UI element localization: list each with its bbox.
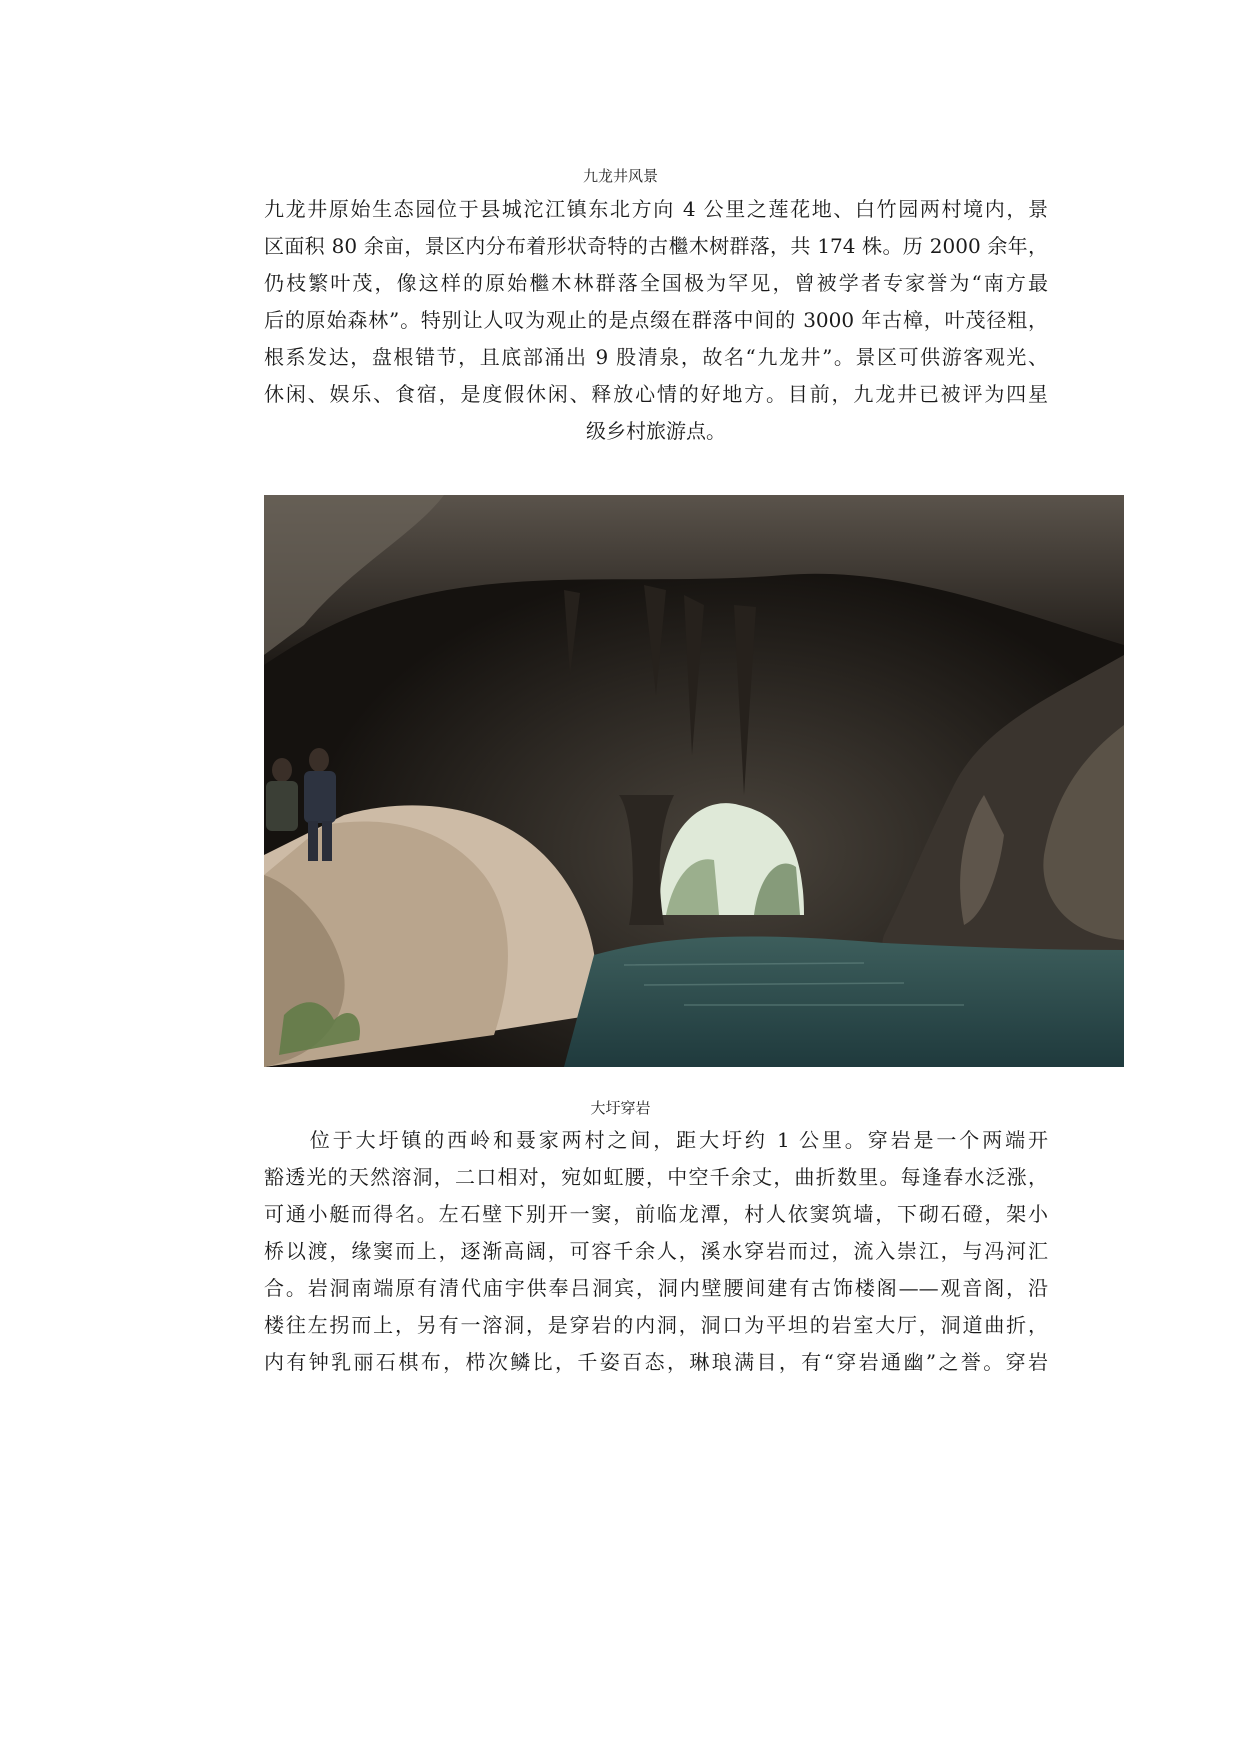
text-line: 九龙井原始生态园位于县城沱江镇东北方向 4 公里之莲花地、白竹园两村境内，景 [264,197,1048,221]
text-line: 位于大圩镇的西岭和聂家两村之间，距大圩约 1 公里。穿岩是一个两端开 [264,1128,1048,1152]
text-line: 级乡村旅游点。 [586,419,726,443]
text-line: 内有钟乳丽石棋布，栉次鳞比，千姿百态，琳琅满目，有“穿岩通幽”之誉。穿岩 [264,1350,1048,1374]
text-line: 根系发达，盘根错节，且底部涌出 9 股清泉，故名“九龙井”。景区可供游客观光、 [264,345,1048,369]
text-line: 合。岩洞南端原有清代庙宇供奉吕洞宾，洞内壁腰间建有古饰楼阁——观音阁，沿 [264,1276,1048,1300]
text-line: 楼往左拐而上，另有一溶洞，是穿岩的内洞，洞口为平坦的岩室大厅，洞道曲折， [264,1313,1048,1337]
caption-daxu-chuanyan: 大圩穿岩 [590,1099,651,1117]
cave-photo [264,495,1124,1067]
text-line: 桥以渡，缘窦而上，逐渐高阔，可容千余人，溪水穿岩而过，流入崇江，与冯河汇 [264,1239,1048,1263]
paragraph-jiulongjing [264,191,1048,450]
caption-jiulongjing: 九龙井风景 [582,167,658,185]
cave-photo-icon [264,495,1124,1067]
text-line: 区面积 80 余亩，景区内分布着形状奇特的古檵木树群落，共 174 株。历 2000 余年， [264,234,1048,258]
text-line: 可通小艇而得名。左石壁下别开一窦，前临龙潭，村人依窦筑墙，下砌石磴，架小 [264,1202,1048,1226]
paragraph-daxu-chuanyan [264,1122,1048,1381]
text-line: 豁透光的天然溶洞，二口相对，宛如虹腰，中空千余丈，曲折数里。每逢春水泛涨， [264,1165,1048,1189]
text-line: 后的原始森林”。特别让人叹为观止的是点缀在群落中间的 3000 年古樟，叶茂径粗， [264,308,1048,332]
text-line: 休闲、娱乐、食宿，是度假休闲、释放心情的好地方。目前，九龙井已被评为四星 [264,382,1048,406]
text-line: 仍枝繁叶茂，像这样的原始檵木林群落全国极为罕见，曾被学者专家誉为“南方最 [264,271,1048,295]
